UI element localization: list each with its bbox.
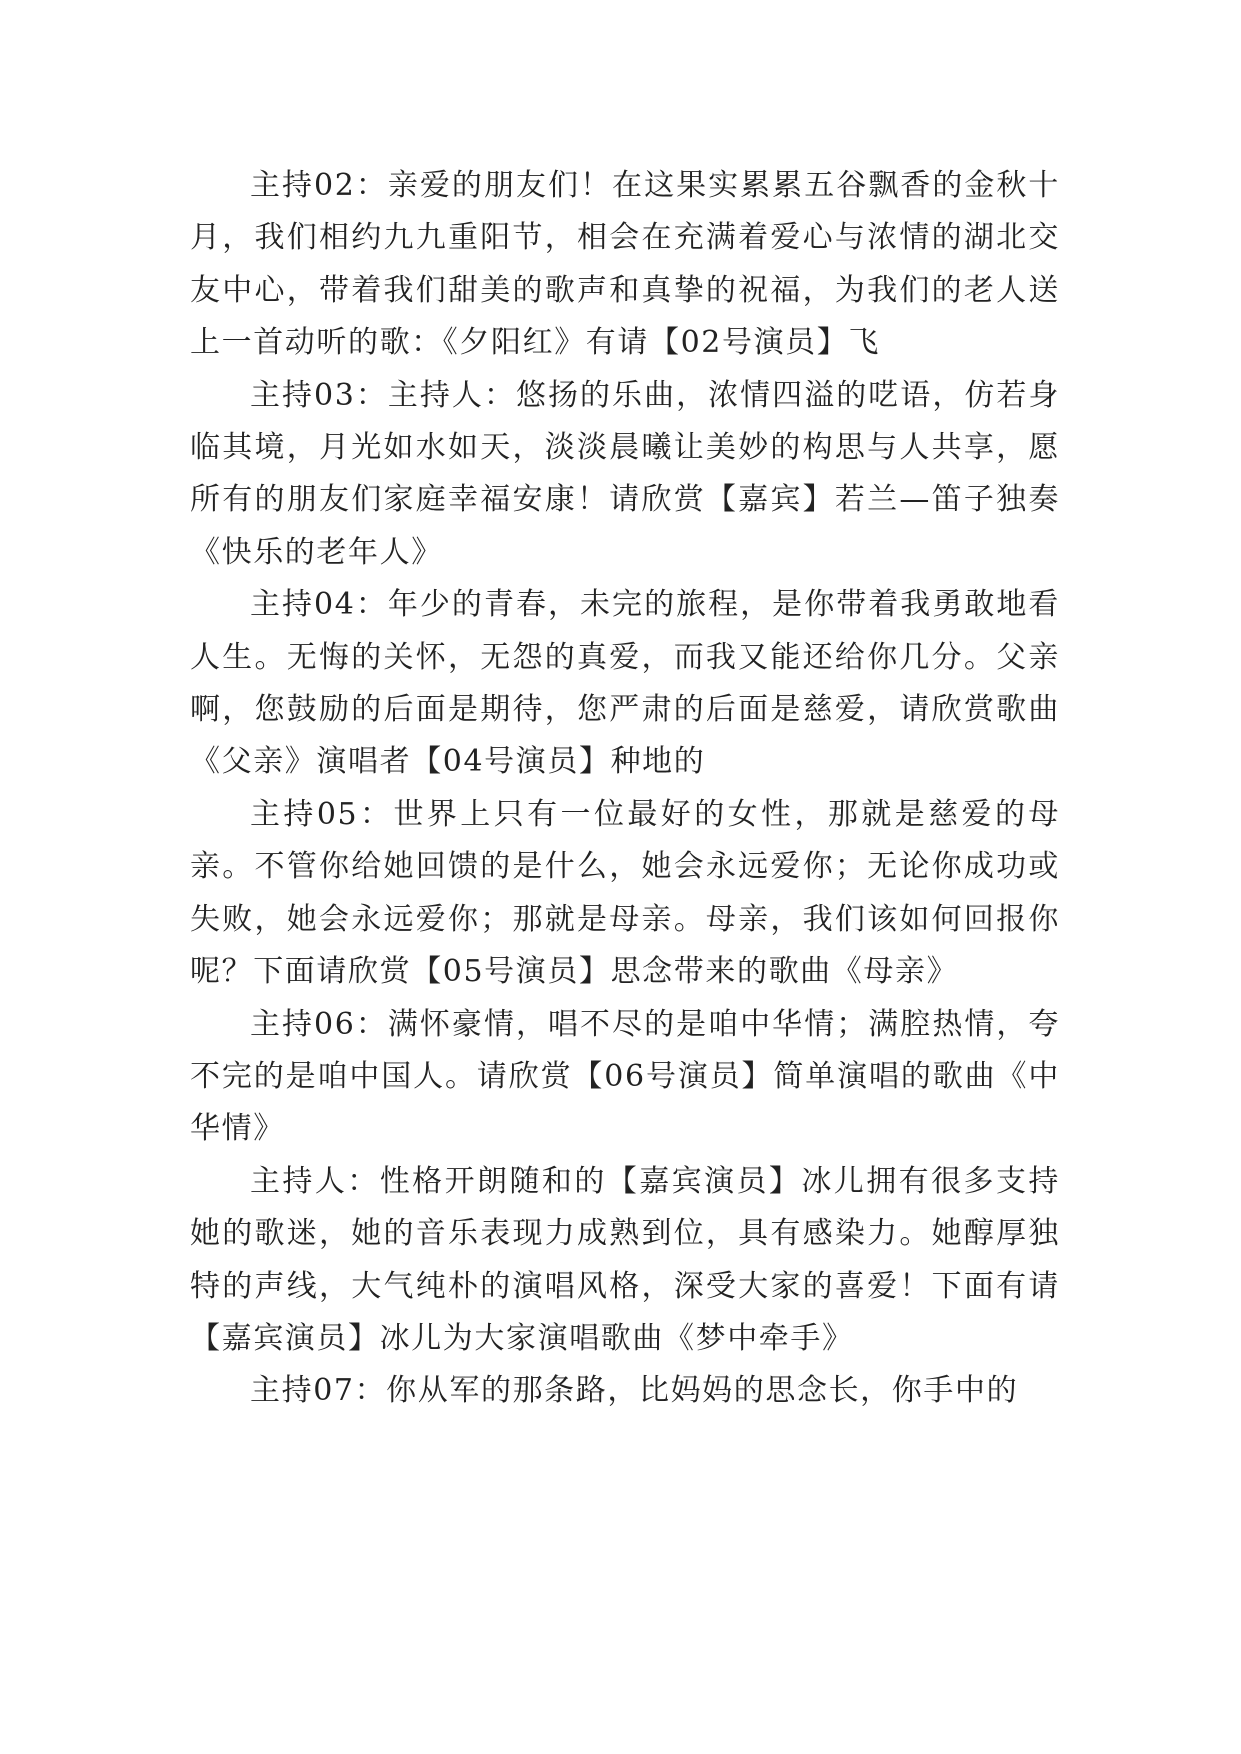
document-body xyxy=(190,160,1060,1418)
paragraph-host-03: 主持03：主持人：悠扬的乐曲，浓情四溢的呓语，仿若身临其境，月光如水如天，淡淡晨曦让美妙的构思与人共享，愿所有的朋友们家庭幸福安康！请欣赏【嘉宾】若兰—笛子独奏《快乐的老年人》 xyxy=(190,377,1060,570)
paragraph-host-02: 主持02：亲爱的朋友们！在这果实累累五谷飘香的金秋十月，我们相约九九重阳节，相会在充满着爱心与浓情的湖北交友中心，带着我们甜美的歌声和真挚的祝福，为我们的老人送上一首动听的歌：《夕阳红》有请【02号演员】飞 xyxy=(190,168,1060,361)
paragraph-host-06: 主持06：满怀豪情，唱不尽的是咱中华情；满腔热情，夸不完的是咱中国人。请欣赏【06号演员】简单演唱的歌曲《中华情》 xyxy=(190,1006,1060,1147)
paragraph-host-05: 主持05：世界上只有一位最好的女性，那就是慈爱的母亲。不管你给她回馈的是什么，她会永远爱你；无论你成功或失败，她会永远爱你；那就是母亲。母亲，我们该如何回报你呢？下面请欣赏【05号演员】思念带来的歌曲《母亲》 xyxy=(190,796,1060,990)
paragraph-host-07: 主持07：你从军的那条路，比妈妈的思念长，你手中的 xyxy=(250,1373,1019,1409)
paragraph-host-04: 主持04：年少的青春，未完的旅程，是你带着我勇敢地看人生。无悔的关怀，无怨的真爱，而我又能还给你几分。父亲啊，您鼓励的后面是期待，您严肃的后面是慈爱，请欣赏歌曲《父亲》演唱者【04号演员】种地的 xyxy=(190,587,1060,780)
paragraph-host-guest: 主持人：性格开朗随和的【嘉宾演员】冰儿拥有很多支持她的歌迷，她的音乐表现力成熟到位，具有感染力。她醇厚独特的声线，大气纯朴的演唱风格，深受大家的喜爱！下面有请【嘉宾演员】冰儿为大家演唱歌曲《梦中牵手》 xyxy=(190,1163,1060,1356)
